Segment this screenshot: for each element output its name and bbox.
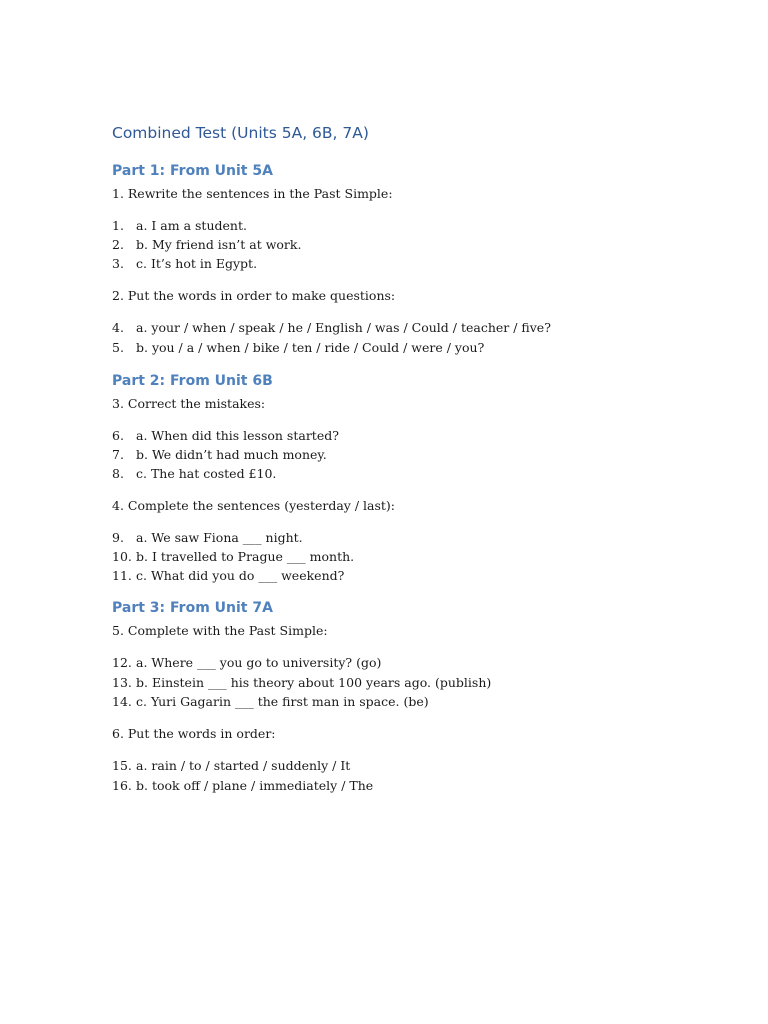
list-item (112, 256, 257, 271)
item-number: 14. (112, 694, 132, 709)
item-number: 8. (112, 466, 124, 481)
item-text: b. My friend isn’t at work. (136, 237, 302, 252)
item-number: 6. (112, 428, 124, 443)
list-item (112, 447, 327, 462)
part-2-heading: Part 2: From Unit 6B (112, 373, 273, 389)
item-number: 10. (112, 549, 132, 564)
list-item (112, 655, 381, 670)
list-item (112, 340, 484, 355)
item-text: b. took off / plane / immediately / The (136, 778, 374, 793)
item-number: 7. (112, 447, 124, 462)
exercise-2-instruction: 2. Put the words in order to make questions: (112, 288, 396, 303)
item-text: b. We didn’t had much money. (136, 447, 327, 462)
item-text: a. your / when / speak / he / English / was / Could / teacher / five? (136, 320, 551, 335)
list-item (112, 549, 354, 564)
exercise-1-instruction: 1. Rewrite the sentences in the Past Simple: (112, 186, 393, 201)
part-1-heading: Part 1: From Unit 5A (112, 163, 273, 179)
item-number: 16. (112, 778, 132, 793)
item-number: 5. (112, 340, 124, 355)
exercise-4-instruction: 4. Complete the sentences (yesterday / last): (112, 498, 395, 513)
list-item (112, 530, 303, 545)
exercise-5-instruction: 5. Complete with the Past Simple: (112, 623, 328, 638)
item-text: c. What did you do ___ weekend? (136, 568, 345, 583)
item-text: a. When did this lesson started? (136, 428, 339, 443)
item-text: c. Yuri Gagarin ___ the first man in space. (be) (136, 694, 429, 709)
item-text: c. The hat costed £10. (136, 466, 277, 481)
exercise-3-instruction: 3. Correct the mistakes: (112, 396, 266, 411)
list-item (112, 237, 301, 252)
list-item (112, 778, 373, 793)
list-item (112, 218, 247, 233)
item-number: 11. (112, 568, 132, 583)
item-number: 4. (112, 320, 124, 335)
part-3-heading: Part 3: From Unit 7A (112, 600, 273, 616)
item-number: 12. (112, 655, 132, 670)
list-item (112, 568, 344, 583)
item-text: b. you / a / when / bike / ten / ride / Could / were / you? (136, 340, 485, 355)
list-item (112, 675, 491, 690)
item-number: 2. (112, 237, 124, 252)
item-number: 15. (112, 758, 132, 773)
list-item (112, 428, 339, 443)
list-item (112, 694, 429, 709)
item-number: 3. (112, 256, 124, 271)
item-text: b. Einstein ___ his theory about 100 years ago. (publish) (136, 675, 492, 690)
item-text: a. Where ___ you go to university? (go) (136, 655, 382, 670)
item-text: a. rain / to / started / suddenly / It (136, 758, 351, 773)
list-item (112, 466, 276, 481)
list-item (112, 320, 551, 335)
item-text: a. We saw Fiona ___ night. (136, 530, 303, 545)
exercise-6-instruction: 6. Put the words in order: (112, 726, 276, 741)
document-title: Combined Test (Units 5A, 6B, 7A) (112, 124, 369, 142)
item-number: 9. (112, 530, 124, 545)
item-text: b. I travelled to Prague ___ month. (136, 549, 355, 564)
item-text: c. It’s hot in Egypt. (136, 256, 258, 271)
item-number: 13. (112, 675, 132, 690)
list-item (112, 758, 350, 773)
item-number: 1. (112, 218, 124, 233)
item-text: a. I am a student. (136, 218, 247, 233)
